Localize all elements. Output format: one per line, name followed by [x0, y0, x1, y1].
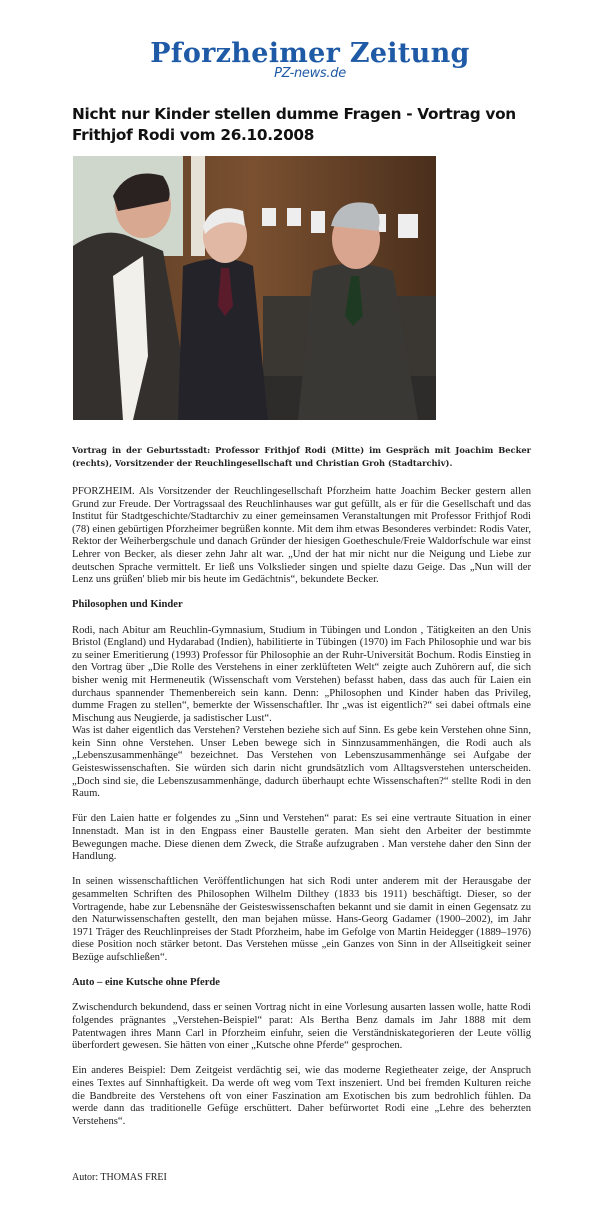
- article-title: Nicht nur Kinder stellen dumme Fragen - Vortrag von Frithjof Rodi vom 26.10.2008: [72, 105, 516, 144]
- article-paragraph: PFORZHEIM. Als Vorsitzender der Reuchlingesellschaft Pforzheim hatte Joachim Becker gestern allen Grund zur Freude. Der Vortragssaal des Reuchlinhauses war gut gefüllt, als er für die Gesellschaft und das Institut für Stadtgeschichte/Stadtarchiv zu einer gemeinsamen Veranstaltungen mit Professor Frithjof Rodi (78) einen gebürtigen Pforzheimer begrüßen konnte. Mit dem ihm etwas Besonderes verbindet: Rodis Vater, Rektor der Weiherbergschule und danach Gründer der hiesigen Goetheschule/Freie Waldorfschule war einst Lehrer von Becker, als dieser zehn Jahr alt war. „Und der hat mir nicht nur die Neigung und Liebe zur deutschen Sprache vermittelt. Er ließ uns Volkslieder singen und spielte dazu Geige. Das „Nun will der Lenz uns grüßen' blieb mir bis heute im Gedächtnis“, bekundete Becker.: [72, 486, 531, 586]
- article-paragraph: Für den Laien hatte er folgendes zu „Sinn und Verstehen“ parat: Es sei eine vertraute Situation in einer Innenstadt. Man ist in den Engpass einer Baustelle geraten. Man sieht den Arbeiter der bestimmte Bewegungen mache. Diese dienen dem Zweck, die Straße aufzugraben . Man verstehe daher den Sinn der Handlung.: [72, 813, 531, 863]
- article-paragraph: Rodi, nach Abitur am Reuchlin-Gymnasium, Studium in Tübingen und London , Tätigkeiten an den Unis Bristol (England) und Hydarabad (Indien), habilitierte in Tübingen (1970) im Fach Philosophie und war bis zu seiner Emeritierung (1993) Professor für Philosophie an der Ruhr-Universität Bochum. Rodis Einstieg in den Vortrag über „Die Rolle des Verstehens in einer zerklüfteten Welt“ zeigte auch Zuhörern auf, die sich bisher wenig mit Hermeneutik (Wissenschaft vom Verstehen) befasst haben, dass das auch für Laien ein durchaus spannender Themenbereich sein kann. Denn: „Philosophen und Kinder haben das Privileg, dumme Fragen zu stellen“, bemerkte der Wissenschaftler. Ihr „was ist eigentlich?“ sei dabei oftmals eine Mischung aus Neugierde, ja sadistischer Lust“.: [72, 624, 531, 724]
- photo-caption: Vortrag in der Geburtsstadt: Professor Frithjof Rodi (Mitte) im Gespräch mit Joachim Becker (rechts), Vorsitzender der Reuchlingesellschaft und Christian Groh (Stadtarchiv).: [72, 445, 531, 468]
- article-photo: [73, 156, 436, 420]
- photo-illustration: [73, 156, 436, 420]
- newspaper-logo: [150, 40, 470, 82]
- logo-site: PZ-news.de: [274, 66, 346, 81]
- section-heading: Auto – eine Kutsche ohne Pferde: [72, 977, 221, 989]
- section-heading: Philosophen und Kinder: [72, 599, 183, 611]
- article-paragraph: Ein anderes Beispiel: Dem Zeitgeist verdächtig sei, wie das moderne Regietheater zeige, der Anspruch eines Textes auf Sinnhaftigkeit. Da werde oft weg vom Text inszeniert. Und bei fremden Kulturen reiche die Bandbreite des Verstehens oft von einer Faszination am Exotischen bis zum bedrohlich fühlen. Da werde dann das traditionelle Gefüge erschüttert. Daher befürwortet Rodi eine „Lehre des beherzten Verstehens“.: [72, 1065, 531, 1127]
- article-paragraph: In seinen wissenschaftlichen Veröffentlichungen hat sich Rodi unter anderem mit der Herausgabe der gesammelten Schriften des Philosophen Wilhelm Dilthey (1833 bis 1911) beschäftigt. Dieser, so der Vortragende, habe zur Lebensnähe der Geisteswissenschaften bekannt und sie damit in einen Gegensatz zu den Naturwissenschaften gestellt, den man bejahen müsse. Hans-Georg Gadamer (1900–2002), im Jahr 1971 Träger des Reuchlinpreises der Stadt Pforzheim, habe im Gefolge von Martin Heidegger (1889–1976) diese Position noch stärker betont. Das Verstehen müsse „ein Ganzes von Sinn in der Allseitigkeit seiner Bezüge aufschließen“.: [72, 876, 531, 963]
- article-body: [72, 486, 531, 1128]
- article-paragraph: Was ist daher eigentlich das Verstehen? Verstehen beziehe sich auf Sinn. Es gebe kein Verstehen ohne Sinn, kein Sinn ohne Verstehen. Unser Leben bewege sich in Sinnzusammenhängen, die Rodi auch als „Lebenszusammenhänge“ bezeichnet. Das Verstehen von Lebenszusammenhänge sei Aufgabe der Geisteswissenschaften. Sie würden sich darin nicht grundsätzlich vom Alltagsverstehen unterscheiden. „Doch sind sie, die Lebenszusammenhänge, dadurch überhaupt echte Wissenschaften?“ stellte Rodi in den Raum.: [72, 725, 531, 800]
- logo-name: Pforzheimer Zeitung: [150, 38, 470, 69]
- article-author: Autor: THOMAS FREI: [72, 1172, 167, 1183]
- article-paragraph: Zwischendurch bekundend, dass er seinen Vortrag nicht in eine Vorlesung ausarten lassen wolle, hatte Rodi folgendes prägnantes „Verstehen-Beispiel“ parat: Als Bertha Benz damals im Jahr 1888 mit dem Patentwagen ihres Mann Carl in Pforzheim einfuhr, seien die Verständniskategorieren der Leute völlig überfordert gewesen. Sie hätten von einer „Kutsche ohne Pferde“ gesprochen.: [72, 1002, 531, 1052]
